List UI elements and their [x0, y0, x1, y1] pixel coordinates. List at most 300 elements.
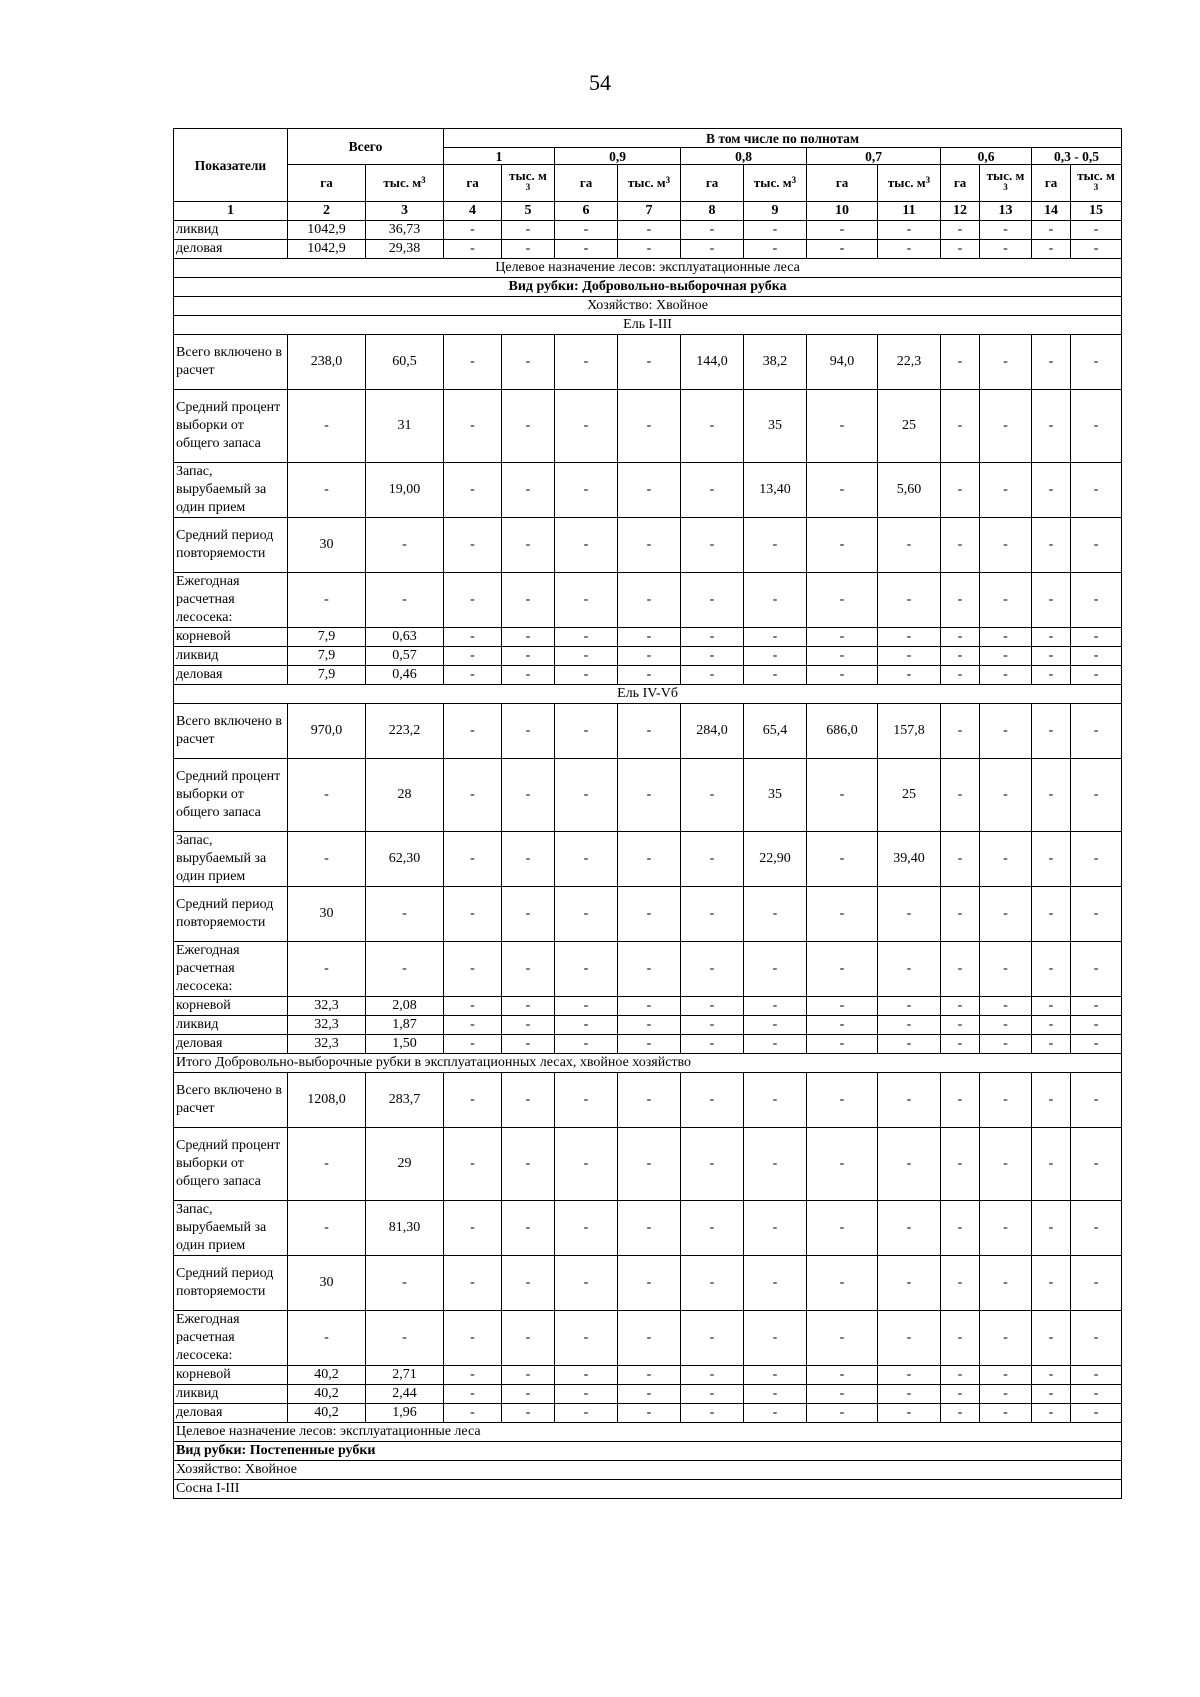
cell-value: -	[555, 666, 618, 685]
cell-value: -	[288, 1128, 366, 1201]
cell-value: -	[980, 942, 1032, 997]
cell-value: 30	[288, 887, 366, 942]
cell-value: 30	[288, 1256, 366, 1311]
cell-value: -	[555, 573, 618, 628]
cell-value: 2,44	[366, 1385, 444, 1404]
section-row	[174, 1423, 1122, 1442]
section-title: Вид рубки: Постепенные рубки	[174, 1442, 1122, 1461]
cell-value: 32,3	[288, 1016, 366, 1035]
cell-value: -	[980, 1311, 1032, 1366]
cell-value: -	[941, 666, 980, 685]
cell-value: -	[878, 942, 941, 997]
header-density-1: 1	[444, 148, 555, 165]
row-label: деловая	[174, 666, 288, 685]
cell-value: -	[444, 518, 502, 573]
cell-value: -	[1032, 463, 1071, 518]
cell-value: 35	[744, 759, 807, 832]
cell-value: -	[1032, 628, 1071, 647]
table-row	[174, 666, 1122, 685]
cell-value: -	[618, 1016, 681, 1035]
cell-value: -	[980, 997, 1032, 1016]
row-label: деловая	[174, 240, 288, 259]
header-density-0-8: 0,8	[681, 148, 807, 165]
cell-value: -	[618, 887, 681, 942]
cell-value: -	[618, 573, 681, 628]
header-unit-ha: га	[941, 165, 980, 202]
cell-value: -	[807, 463, 878, 518]
cell-value: -	[744, 1073, 807, 1128]
cell-value: -	[1071, 1016, 1122, 1035]
cell-value: -	[444, 666, 502, 685]
cell-value: 686,0	[807, 704, 878, 759]
row-label: Запас, вырубаемый за один прием	[174, 1201, 288, 1256]
row-label: Ежегодная расчетная лесосека:	[174, 1311, 288, 1366]
cell-value: -	[1032, 832, 1071, 887]
cell-value: -	[681, 647, 744, 666]
cell-value: -	[502, 942, 555, 997]
cell-value: -	[618, 240, 681, 259]
cell-value: -	[1071, 463, 1122, 518]
cell-value: -	[444, 1366, 502, 1385]
row-label: ликвид	[174, 221, 288, 240]
cell-value: -	[1032, 221, 1071, 240]
cell-value: -	[681, 221, 744, 240]
cell-value: -	[980, 1073, 1032, 1128]
cell-value: -	[1032, 1256, 1071, 1311]
cell-value: -	[807, 1016, 878, 1035]
cell-value: -	[980, 390, 1032, 463]
cell-value: -	[681, 573, 744, 628]
cell-value: -	[744, 240, 807, 259]
cell-value: -	[1071, 1201, 1122, 1256]
cell-value: 7,9	[288, 647, 366, 666]
cell-value: -	[807, 1128, 878, 1201]
cell-value: -	[555, 759, 618, 832]
table-row	[174, 628, 1122, 647]
cell-value: 238,0	[288, 335, 366, 390]
cell-value: -	[807, 942, 878, 997]
section-title: Ель I-III	[174, 316, 1122, 335]
cell-value: -	[502, 1256, 555, 1311]
cell-value: -	[941, 240, 980, 259]
cell-value: -	[744, 1035, 807, 1054]
cell-value: -	[502, 832, 555, 887]
cell-value: -	[555, 1256, 618, 1311]
cell-value: -	[807, 518, 878, 573]
cell-value: -	[941, 1311, 980, 1366]
header-density-0-9: 0,9	[555, 148, 681, 165]
cell-value: -	[878, 1035, 941, 1054]
table-row	[174, 1201, 1122, 1256]
cell-value: -	[681, 390, 744, 463]
cell-value: -	[444, 887, 502, 942]
row-label: ликвид	[174, 1016, 288, 1035]
cell-value: -	[980, 832, 1032, 887]
cell-value: -	[807, 573, 878, 628]
row-label: корневой	[174, 628, 288, 647]
table-row	[174, 887, 1122, 942]
cell-value: 1208,0	[288, 1073, 366, 1128]
cell-value: -	[1071, 1404, 1122, 1423]
header-unit-ha: га	[288, 165, 366, 202]
table-row	[174, 1404, 1122, 1423]
cell-value: 7,9	[288, 628, 366, 647]
cell-value: -	[941, 463, 980, 518]
section-row	[174, 1480, 1122, 1499]
cell-value: 25	[878, 759, 941, 832]
cell-value: -	[1032, 997, 1071, 1016]
cell-value: -	[1032, 704, 1071, 759]
cell-value: -	[744, 1385, 807, 1404]
header-unit-ha: га	[444, 165, 502, 202]
cell-value: -	[1071, 887, 1122, 942]
cell-value: -	[288, 573, 366, 628]
cell-value: -	[288, 390, 366, 463]
cell-value: -	[502, 1073, 555, 1128]
cell-value: -	[555, 240, 618, 259]
cell-value: -	[444, 997, 502, 1016]
cell-value: -	[941, 647, 980, 666]
cell-value: 22,3	[878, 335, 941, 390]
cell-value: -	[288, 832, 366, 887]
table-row	[174, 221, 1122, 240]
table-row	[174, 1128, 1122, 1201]
row-label: ликвид	[174, 647, 288, 666]
cell-value: -	[878, 1311, 941, 1366]
table-row	[174, 942, 1122, 997]
section-title: Ель IV-Vб	[174, 685, 1122, 704]
cell-value: -	[1032, 666, 1071, 685]
cell-value: -	[288, 759, 366, 832]
cell-value: 5,60	[878, 463, 941, 518]
cell-value: -	[618, 390, 681, 463]
cell-value: 19,00	[366, 463, 444, 518]
page-number: 54	[589, 70, 611, 95]
section-row	[174, 278, 1122, 297]
cell-value: -	[941, 1366, 980, 1385]
cell-value: 62,30	[366, 832, 444, 887]
cell-value: -	[980, 463, 1032, 518]
cell-value: -	[1071, 390, 1122, 463]
table-row	[174, 1016, 1122, 1035]
column-number: 8	[681, 202, 744, 221]
cell-value: -	[366, 942, 444, 997]
table-row	[174, 1073, 1122, 1128]
cell-value: -	[555, 887, 618, 942]
cell-value: -	[366, 1256, 444, 1311]
cell-value: -	[618, 942, 681, 997]
cell-value: -	[555, 647, 618, 666]
cell-value: -	[444, 221, 502, 240]
cell-value: 65,4	[744, 704, 807, 759]
cell-value: -	[681, 628, 744, 647]
cell-value: -	[1071, 666, 1122, 685]
cell-value: -	[1071, 1366, 1122, 1385]
cell-value: -	[807, 887, 878, 942]
cell-value: -	[502, 573, 555, 628]
cell-value: -	[1071, 832, 1122, 887]
cell-value: 29	[366, 1128, 444, 1201]
cell-value: -	[980, 704, 1032, 759]
column-number: 6	[555, 202, 618, 221]
cell-value: -	[878, 1256, 941, 1311]
cell-value: -	[444, 759, 502, 832]
cell-value: -	[502, 1311, 555, 1366]
cell-value: -	[681, 1256, 744, 1311]
cell-value: -	[1032, 647, 1071, 666]
header-unit-ha: га	[807, 165, 878, 202]
cell-value: -	[1032, 1366, 1071, 1385]
cell-value: -	[744, 887, 807, 942]
cell-value: -	[980, 1404, 1032, 1423]
cell-value: -	[502, 1035, 555, 1054]
table-row	[174, 240, 1122, 259]
column-number: 9	[744, 202, 807, 221]
cell-value: -	[502, 1366, 555, 1385]
cell-value: -	[941, 1073, 980, 1128]
cell-value: -	[878, 1366, 941, 1385]
row-label: Ежегодная расчетная лесосека:	[174, 573, 288, 628]
cell-value: -	[618, 759, 681, 832]
column-number: 3	[366, 202, 444, 221]
cell-value: -	[618, 1073, 681, 1128]
cell-value: -	[681, 759, 744, 832]
cell-value: -	[502, 647, 555, 666]
cell-value: -	[878, 518, 941, 573]
cell-value: -	[941, 1385, 980, 1404]
cell-value: -	[941, 704, 980, 759]
cell-value: -	[618, 628, 681, 647]
cell-value: -	[618, 463, 681, 518]
cell-value: -	[681, 1073, 744, 1128]
cell-value: -	[807, 1073, 878, 1128]
cell-value: -	[502, 887, 555, 942]
cell-value: -	[1032, 942, 1071, 997]
cell-value: -	[681, 1016, 744, 1035]
row-label: Ежегодная расчетная лесосека:	[174, 942, 288, 997]
cell-value: -	[1032, 759, 1071, 832]
cell-value: -	[444, 832, 502, 887]
cell-value: -	[555, 997, 618, 1016]
cell-value: -	[444, 1035, 502, 1054]
cell-value: -	[618, 666, 681, 685]
section-title: Хозяйство: Хвойное	[174, 297, 1122, 316]
column-number: 11	[878, 202, 941, 221]
cell-value: -	[502, 666, 555, 685]
cell-value: -	[878, 647, 941, 666]
table-row	[174, 704, 1122, 759]
cell-value: -	[366, 887, 444, 942]
cell-value: 0,46	[366, 666, 444, 685]
cell-value: -	[555, 1073, 618, 1128]
cell-value: -	[502, 1385, 555, 1404]
section-row	[174, 1461, 1122, 1480]
cell-value: -	[1032, 887, 1071, 942]
cell-value: 1042,9	[288, 240, 366, 259]
cell-value: -	[980, 759, 1032, 832]
cell-value: -	[878, 887, 941, 942]
cell-value: -	[1032, 573, 1071, 628]
cell-value: -	[744, 628, 807, 647]
cell-value: -	[681, 942, 744, 997]
cell-value: -	[1071, 335, 1122, 390]
header-density-0-6: 0,6	[941, 148, 1032, 165]
cell-value: -	[681, 1366, 744, 1385]
cell-value: 13,40	[744, 463, 807, 518]
cell-value: -	[366, 1311, 444, 1366]
row-label: Всего включено в расчет	[174, 704, 288, 759]
row-label: Средний период повторяемости	[174, 518, 288, 573]
cell-value: -	[744, 1256, 807, 1311]
cell-value: -	[681, 997, 744, 1016]
cell-value: -	[681, 832, 744, 887]
cell-value: -	[1071, 647, 1122, 666]
column-number: 2	[288, 202, 366, 221]
table-row	[174, 518, 1122, 573]
cell-value: -	[555, 335, 618, 390]
row-label: Запас, вырубаемый за один прием	[174, 832, 288, 887]
forest-cutting-table	[173, 128, 1122, 1499]
cell-value: -	[618, 1035, 681, 1054]
cell-value: -	[1071, 1073, 1122, 1128]
cell-value: -	[807, 1201, 878, 1256]
cell-value: -	[1071, 997, 1122, 1016]
cell-value: -	[444, 1073, 502, 1128]
cell-value: -	[980, 1256, 1032, 1311]
cell-value: -	[618, 518, 681, 573]
cell-value: -	[807, 628, 878, 647]
cell-value: 284,0	[681, 704, 744, 759]
table-row	[174, 1256, 1122, 1311]
cell-value: -	[878, 1201, 941, 1256]
cell-value: -	[502, 704, 555, 759]
cell-value: -	[744, 647, 807, 666]
cell-value: -	[502, 1404, 555, 1423]
cell-value: 35	[744, 390, 807, 463]
cell-value: -	[807, 1404, 878, 1423]
cell-value: -	[980, 1366, 1032, 1385]
cell-value: -	[1071, 1385, 1122, 1404]
cell-value: -	[555, 942, 618, 997]
cell-value: -	[980, 335, 1032, 390]
cell-value: -	[878, 240, 941, 259]
cell-value: -	[618, 1128, 681, 1201]
table-row	[174, 1366, 1122, 1385]
cell-value: -	[807, 1035, 878, 1054]
cell-value: -	[744, 942, 807, 997]
cell-value: 25	[878, 390, 941, 463]
cell-value: 2,71	[366, 1366, 444, 1385]
cell-value: 29,38	[366, 240, 444, 259]
table-row	[174, 1035, 1122, 1054]
cell-value: -	[618, 1201, 681, 1256]
cell-value: -	[980, 647, 1032, 666]
cell-value: -	[878, 997, 941, 1016]
cell-value: -	[444, 1128, 502, 1201]
row-label: корневой	[174, 997, 288, 1016]
cell-value: -	[502, 335, 555, 390]
cell-value: -	[941, 573, 980, 628]
cell-value: -	[618, 1311, 681, 1366]
cell-value: -	[1071, 1128, 1122, 1201]
cell-value: -	[941, 628, 980, 647]
cell-value: -	[980, 518, 1032, 573]
cell-value: -	[555, 463, 618, 518]
cell-value: 40,2	[288, 1366, 366, 1385]
cell-value: 1,87	[366, 1016, 444, 1035]
section-title: Сосна I-III	[174, 1480, 1122, 1499]
column-number: 15	[1071, 202, 1122, 221]
row-label: ликвид	[174, 1385, 288, 1404]
column-number: 5	[502, 202, 555, 221]
cell-value: -	[618, 1256, 681, 1311]
header-unit-thousand-m3: тыс. м $^3$	[502, 165, 555, 202]
cell-value: -	[618, 704, 681, 759]
cell-value: -	[555, 518, 618, 573]
table-row	[174, 335, 1122, 390]
cell-value: -	[444, 1201, 502, 1256]
cell-value: -	[288, 1311, 366, 1366]
cell-value: 30	[288, 518, 366, 573]
cell-value: -	[744, 1366, 807, 1385]
header-by-density: В том числе по полнотам	[444, 129, 1122, 148]
cell-value: -	[502, 240, 555, 259]
header-unit-thousand-m3: тыс. м $^3$	[980, 165, 1032, 202]
cell-value: -	[941, 221, 980, 240]
cell-value: -	[502, 1201, 555, 1256]
header-unit-thousand-m3: тыс. $м^3$	[878, 165, 941, 202]
cell-value: -	[941, 942, 980, 997]
cell-value: -	[1071, 1311, 1122, 1366]
cell-value: -	[878, 221, 941, 240]
cell-value: -	[941, 997, 980, 1016]
cell-value: 157,8	[878, 704, 941, 759]
cell-value: -	[444, 390, 502, 463]
cell-value: 36,73	[366, 221, 444, 240]
column-number: 4	[444, 202, 502, 221]
cell-value: -	[444, 628, 502, 647]
cell-value: -	[807, 832, 878, 887]
cell-value: -	[807, 1256, 878, 1311]
cell-value: -	[444, 335, 502, 390]
cell-value: -	[807, 1385, 878, 1404]
cell-value: -	[444, 704, 502, 759]
cell-value: -	[941, 1035, 980, 1054]
header-unit-thousand-m3: тыс. $м^3$	[618, 165, 681, 202]
column-number: 14	[1032, 202, 1071, 221]
cell-value: -	[681, 666, 744, 685]
row-label: Средний период повторяемости	[174, 1256, 288, 1311]
cell-value: -	[618, 1366, 681, 1385]
cell-value: -	[878, 666, 941, 685]
cell-value: -	[878, 1016, 941, 1035]
header-density-0-7: 0,7	[807, 148, 941, 165]
cell-value: -	[878, 573, 941, 628]
cell-value: -	[807, 1311, 878, 1366]
cell-value: -	[555, 390, 618, 463]
cell-value: -	[744, 666, 807, 685]
cell-value: -	[807, 221, 878, 240]
row-label: Всего включено в расчет	[174, 335, 288, 390]
section-row	[174, 316, 1122, 335]
column-number: 1	[174, 202, 288, 221]
section-title: Хозяйство: Хвойное	[174, 1461, 1122, 1480]
cell-value: -	[444, 942, 502, 997]
row-label: Средний процент выборки от общего запаса	[174, 759, 288, 832]
cell-value: -	[941, 518, 980, 573]
cell-value: -	[555, 1385, 618, 1404]
cell-value: -	[878, 1404, 941, 1423]
